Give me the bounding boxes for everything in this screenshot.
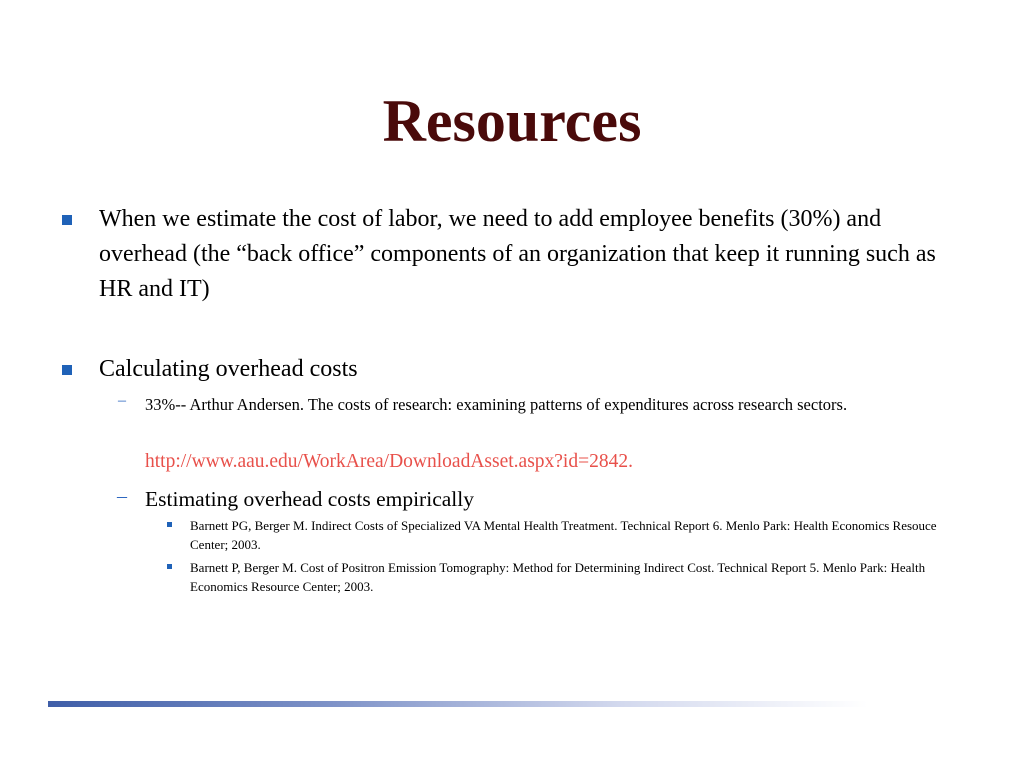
bullet-text: Calculating overhead costs — [99, 356, 358, 382]
small-square-bullet-icon — [167, 522, 172, 527]
dash-bullet-icon: – — [118, 392, 126, 409]
dash-bullet-icon: – — [117, 485, 127, 507]
square-bullet-icon — [62, 365, 72, 375]
reference-text: Barnett PG, Berger M. Indirect Costs of Specialized VA Mental Health Treatment. Technical Report 6. Menlo Park: Health Economics Resouce Center; 2003. — [190, 518, 937, 552]
sub-bullet-text: 33%-- Arthur Andersen. The costs of research: examining patterns of expenditures across research sectors. — [145, 395, 848, 414]
sub-bullet-text: Estimating overhead costs empirically — [145, 487, 474, 511]
reference-link[interactable]: http://www.aau.edu/WorkArea/DownloadAsset.aspx?id=2842. — [145, 451, 633, 472]
footer-divider — [48, 701, 868, 707]
bullet-text: When we estimate the cost of labor, we need to add employee benefits (30%) and overhead (the “back office” components of an organization that keep it running such as HR and IT) — [99, 206, 936, 302]
square-bullet-icon — [62, 215, 72, 225]
reference-text: Barnett P, Berger M. Cost of Positron Emission Tomography: Method for Determining Indirect Cost. Technical Report 5. Menlo Park: Health Economics Resource Center; 2003. — [190, 560, 926, 594]
slide-title: Resources — [382, 88, 642, 154]
small-square-bullet-icon — [167, 564, 172, 569]
